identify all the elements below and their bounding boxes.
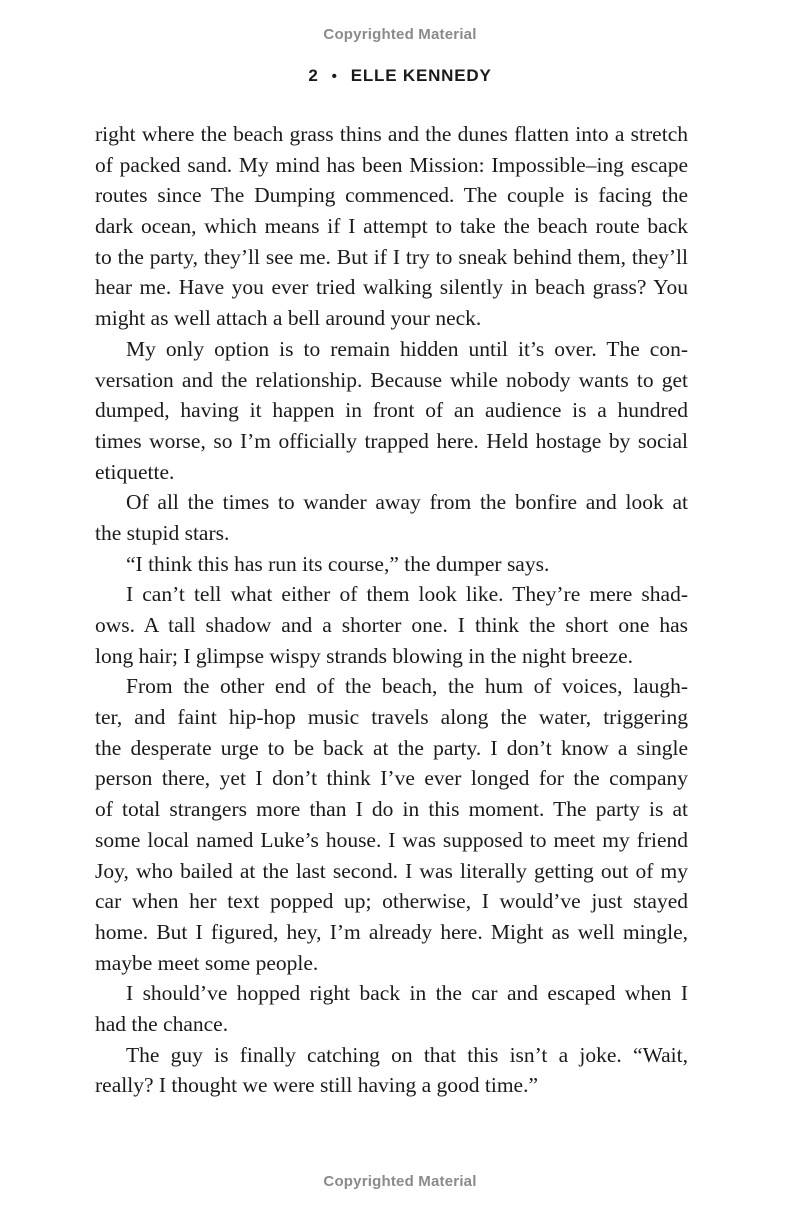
text-line: might as well attach a bell around your neck. — [95, 306, 482, 331]
text-line: versation and the relationship. Because while nobody wants to get — [95, 367, 688, 392]
text-line: the stupid stars. — [95, 520, 230, 545]
text-line: long hair; I glimpse wispy strands blowing in the night breeze. — [95, 643, 634, 668]
text-line: person there, yet I don’t think I’ve ever longed for the company — [95, 766, 688, 791]
text-line: maybe meet some people. — [95, 950, 319, 975]
text-line: some local named Luke’s house. I was supposed to meet my friend — [95, 827, 688, 852]
text-line: had the chance. — [95, 1011, 229, 1036]
text-line: times worse, so I’m officially trapped here. Held hostage by social — [95, 428, 688, 453]
text-line: ter, and faint hip-hop music travels along the water, triggering — [95, 705, 688, 730]
text-line: etiquette. — [95, 459, 175, 484]
watermark-top: Copyrighted Material — [323, 26, 477, 43]
text-line: From the other end of the beach, the hum of voices, laugh- — [126, 674, 688, 699]
page-number: 2 — [308, 66, 319, 85]
running-head — [0, 66, 800, 86]
running-head-separator: • — [331, 68, 338, 85]
text-line: of packed sand. My mind has been Mission: Impossible–ing escape — [95, 152, 688, 177]
author-name: ELLE KENNEDY — [350, 66, 492, 85]
watermark-bottom: Copyrighted Material — [323, 1173, 477, 1190]
text-line: “I think this has run its course,” the dumper says. — [126, 551, 550, 576]
text-line: My only option is to remain hidden until it’s over. The con- — [126, 336, 688, 361]
text-line: dumped, having it happen in front of an audience is a hundred — [95, 398, 688, 423]
text-line: right where the beach grass thins and the dunes flatten into a stretch — [95, 122, 688, 146]
text-line: hear me. Have you ever tried walking silently in beach grass? You — [95, 275, 688, 300]
text-line: routes since The Dumping commenced. The couple is facing the — [95, 183, 688, 208]
text-line: home. But I figured, hey, I’m already here. Might as well mingle, — [95, 919, 688, 944]
text-line: dark ocean, which means if I attempt to take the beach route back — [95, 214, 688, 239]
text-line: I should’ve hopped right back in the car and escaped when I — [126, 981, 688, 1006]
text-line: I can’t tell what either of them look like. They’re mere shad- — [126, 582, 688, 607]
text-line: Joy, who bailed at the last second. I was literally getting out of my — [95, 858, 688, 883]
text-line: car when her text popped up; otherwise, I would’ve just stayed — [95, 889, 688, 914]
text-line: The guy is finally catching on that this isn’t a joke. “Wait, — [126, 1042, 688, 1067]
text-line: the desperate urge to be back at the party. I don’t know a single — [95, 735, 688, 760]
text-line: Of all the times to wander away from the bonfire and look at — [126, 490, 688, 515]
text-line: ows. A tall shadow and a shorter one. I think the short one has — [95, 613, 688, 637]
body-text — [95, 119, 688, 1101]
text-line: really? I thought we were still having a good time.” — [95, 1073, 539, 1098]
text-line: to the party, they’ll see me. But if I try to sneak behind them, they’ll — [95, 244, 688, 269]
text-line: of total strangers more than I do in this moment. The party is at — [95, 797, 688, 822]
